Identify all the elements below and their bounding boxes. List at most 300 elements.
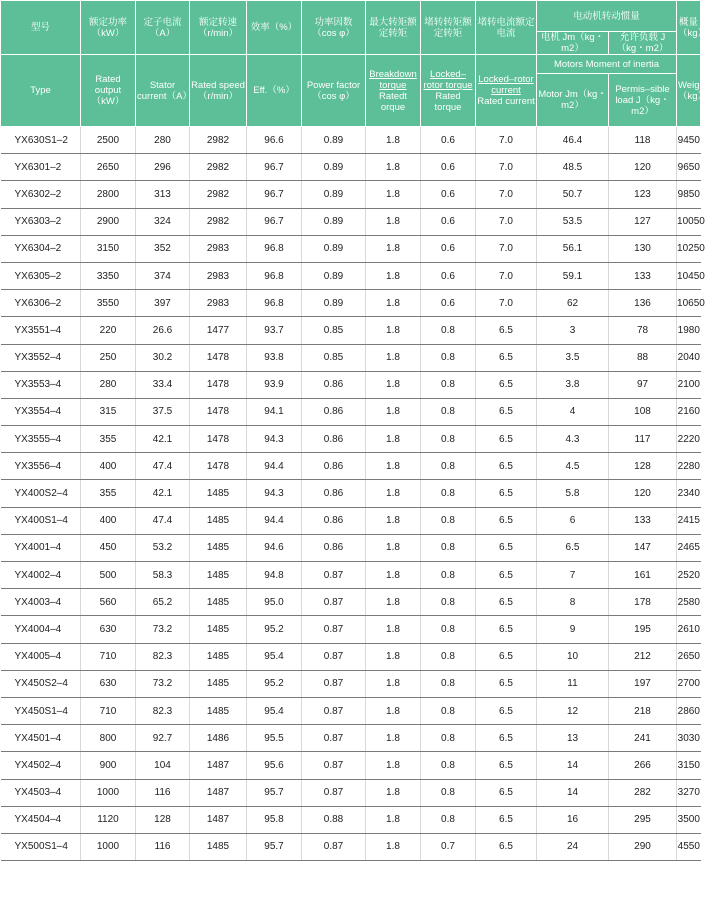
table-cell: YX3555–4	[1, 426, 81, 453]
table-cell: 6.5	[476, 752, 537, 779]
table-cell: 0.87	[302, 779, 366, 806]
table-cell: 0.6	[421, 290, 476, 317]
table-cell: YX6305–2	[1, 262, 81, 289]
table-cell: 73.2	[136, 616, 190, 643]
table-cell: 1.8	[366, 344, 421, 371]
table-cell: 47.4	[136, 507, 190, 534]
table-cell: 2983	[190, 290, 247, 317]
table-cell: 1120	[81, 806, 136, 833]
header-locked-current-cn: 堵转电流额定电流	[476, 1, 537, 55]
table-cell: 0.8	[421, 507, 476, 534]
table-cell: 0.88	[302, 806, 366, 833]
table-cell: 95.7	[247, 833, 302, 860]
table-cell: 2610	[677, 616, 701, 643]
table-cell: 24	[537, 833, 609, 860]
table-cell: 10650	[677, 290, 701, 317]
header-current-en: Stator current（A）	[136, 55, 190, 127]
table-cell: 1485	[190, 616, 247, 643]
table-cell: 1485	[190, 697, 247, 724]
table-cell: 9450	[677, 127, 701, 154]
table-cell: 2800	[81, 181, 136, 208]
table-cell: 147	[609, 534, 677, 561]
header-motor-jm-en: Motor Jm（kg・m2）	[537, 74, 609, 127]
table-cell: 0.87	[302, 670, 366, 697]
table-cell: 2100	[677, 371, 701, 398]
table-cell: 1486	[190, 725, 247, 752]
table-cell: 1477	[190, 317, 247, 344]
table-cell: 10250	[677, 235, 701, 262]
table-cell: 1.8	[366, 290, 421, 317]
table-row	[1, 589, 701, 616]
table-cell: 6.5	[476, 589, 537, 616]
table-cell: 1980	[677, 317, 701, 344]
table-cell: 1487	[190, 779, 247, 806]
table-cell: 630	[81, 616, 136, 643]
table-cell: 1478	[190, 344, 247, 371]
table-cell: 0.8	[421, 589, 476, 616]
table-cell: 2415	[677, 507, 701, 534]
table-cell: 3	[537, 317, 609, 344]
table-cell: 4	[537, 398, 609, 425]
table-cell: 53.5	[537, 208, 609, 235]
table-body	[1, 127, 705, 861]
table-cell: 2860	[677, 697, 701, 724]
table-cell: 1.8	[366, 752, 421, 779]
table-row	[1, 181, 701, 208]
table-cell: 14	[537, 752, 609, 779]
table-cell: 1.8	[366, 235, 421, 262]
table-cell: 96.6	[247, 127, 302, 154]
table-cell: 120	[609, 480, 677, 507]
table-cell: 630	[81, 670, 136, 697]
table-row	[1, 752, 701, 779]
table-row	[1, 670, 701, 697]
table-cell: 7.0	[476, 290, 537, 317]
table-cell: 1.8	[366, 806, 421, 833]
table-cell: 560	[81, 589, 136, 616]
table-cell: 3350	[81, 262, 136, 289]
table-cell: 0.8	[421, 371, 476, 398]
table-cell: 6	[537, 507, 609, 534]
table-cell: 500	[81, 562, 136, 589]
table-cell: 1478	[190, 426, 247, 453]
table-cell: 1485	[190, 562, 247, 589]
table-row	[1, 344, 701, 371]
table-cell: 374	[136, 262, 190, 289]
table-cell: 161	[609, 562, 677, 589]
table-cell: 93.7	[247, 317, 302, 344]
table-row	[1, 453, 701, 480]
table-cell: 62	[537, 290, 609, 317]
table-cell: 9650	[677, 154, 701, 181]
table-cell: 0.87	[302, 562, 366, 589]
table-cell: 0.87	[302, 752, 366, 779]
table-cell: 3.5	[537, 344, 609, 371]
table-cell: 7.0	[476, 181, 537, 208]
table-cell: YX6303–2	[1, 208, 81, 235]
table-cell: 11	[537, 670, 609, 697]
header-locked-torque-en-bottom: Rated torque	[434, 90, 462, 113]
table-cell: 56.1	[537, 235, 609, 262]
table-cell: 96.8	[247, 262, 302, 289]
table-cell: YX3551–4	[1, 317, 81, 344]
table-cell: 42.1	[136, 426, 190, 453]
table-cell: 0.86	[302, 480, 366, 507]
table-cell: 1485	[190, 643, 247, 670]
header-current-cn: 定子电流（A）	[136, 1, 190, 55]
table-row	[1, 371, 701, 398]
table-cell: 1487	[190, 806, 247, 833]
header-speed-cn: 额定转速（r/min）	[190, 1, 247, 55]
table-cell: 130	[609, 235, 677, 262]
table-cell: 118	[609, 127, 677, 154]
table-cell: 94.3	[247, 480, 302, 507]
table-cell: 710	[81, 697, 136, 724]
table-cell: 400	[81, 507, 136, 534]
table-cell: 397	[136, 290, 190, 317]
table-cell: 0.8	[421, 562, 476, 589]
table-cell: 2500	[81, 127, 136, 154]
table-cell: 94.3	[247, 426, 302, 453]
table-cell: 3270	[677, 779, 701, 806]
table-cell: YX6304–2	[1, 235, 81, 262]
table-cell: 95.8	[247, 806, 302, 833]
table-cell: 10	[537, 643, 609, 670]
header-pf-en: Power factor（cos φ）	[302, 55, 366, 127]
header-moment-group-en: Motors Moment of inertia	[537, 55, 677, 74]
table-cell: 108	[609, 398, 677, 425]
table-cell: 6.5	[476, 344, 537, 371]
table-cell: 78	[609, 317, 677, 344]
table-row	[1, 154, 701, 181]
table-cell: 3.8	[537, 371, 609, 398]
header-locked-current-en-bottom: Rated current	[477, 96, 535, 107]
table-cell: YX4504–4	[1, 806, 81, 833]
table-cell: 3150	[677, 752, 701, 779]
header-breakdown-en	[366, 55, 421, 127]
table-cell: 1.8	[366, 262, 421, 289]
table-cell: 0.8	[421, 534, 476, 561]
table-cell: 178	[609, 589, 677, 616]
table-cell: 6.5	[476, 562, 537, 589]
table-row	[1, 507, 701, 534]
header-eff-cn: 效率（%）	[247, 1, 302, 55]
table-cell: 93.8	[247, 344, 302, 371]
table-cell: 3030	[677, 725, 701, 752]
header-weight-en: Weight（kg）	[677, 55, 701, 127]
table-cell: 123	[609, 181, 677, 208]
header-type-cn: 型号	[1, 1, 81, 55]
table-cell: YX4501–4	[1, 725, 81, 752]
table-row	[1, 697, 701, 724]
table-cell: 95.0	[247, 589, 302, 616]
table-cell: 1.8	[366, 426, 421, 453]
header-breakdown-en-bottom: Ratedt orque	[379, 90, 407, 113]
table-cell: 212	[609, 643, 677, 670]
table-cell: 0.89	[302, 208, 366, 235]
table-cell: 0.8	[421, 806, 476, 833]
table-row	[1, 643, 701, 670]
table-cell: 6.5	[476, 833, 537, 860]
table-cell: 95.4	[247, 697, 302, 724]
table-cell: 0.86	[302, 507, 366, 534]
table-cell: 0.86	[302, 453, 366, 480]
table-cell: 1485	[190, 534, 247, 561]
table-cell: 2520	[677, 562, 701, 589]
table-cell: 1.8	[366, 670, 421, 697]
table-cell: 96.8	[247, 235, 302, 262]
table-cell: 282	[609, 779, 677, 806]
table-cell: 7	[537, 562, 609, 589]
table-cell: 0.89	[302, 127, 366, 154]
table-cell: 120	[609, 154, 677, 181]
table-cell: 0.8	[421, 725, 476, 752]
table-cell: 104	[136, 752, 190, 779]
table-cell: 96.7	[247, 208, 302, 235]
table-cell: 0.8	[421, 426, 476, 453]
table-cell: 7.0	[476, 127, 537, 154]
table-cell: 0.6	[421, 262, 476, 289]
table-row	[1, 127, 701, 154]
table-cell: 1000	[81, 779, 136, 806]
table-cell: 2220	[677, 426, 701, 453]
table-cell: 5.8	[537, 480, 609, 507]
table-cell: 6.5	[476, 697, 537, 724]
table-cell: 266	[609, 752, 677, 779]
table-cell: 900	[81, 752, 136, 779]
table-cell: 355	[81, 426, 136, 453]
table-cell: 0.8	[421, 752, 476, 779]
header-pf-cn: 功率因数（cos φ）	[302, 1, 366, 55]
header-breakdown-cn: 最大转矩额定转矩	[366, 1, 421, 55]
table-cell: 9	[537, 616, 609, 643]
table-cell: YX400S2–4	[1, 480, 81, 507]
table-cell: 7.0	[476, 154, 537, 181]
table-cell: 2983	[190, 262, 247, 289]
table-cell: 0.86	[302, 371, 366, 398]
table-cell: 1478	[190, 453, 247, 480]
table-cell: 10050	[677, 208, 701, 235]
table-cell: 95.2	[247, 670, 302, 697]
table-cell: 12	[537, 697, 609, 724]
table-cell: YX6301–2	[1, 154, 81, 181]
header-type-en: Type	[1, 55, 81, 127]
table-cell: 1485	[190, 507, 247, 534]
table-row	[1, 208, 701, 235]
table-cell: 9850	[677, 181, 701, 208]
header-breakdown-en-top: Breakdown torque	[369, 68, 417, 91]
table-cell: 0.86	[302, 426, 366, 453]
table-cell: 0.87	[302, 833, 366, 860]
table-cell: YX4003–4	[1, 589, 81, 616]
table-cell: 82.3	[136, 643, 190, 670]
header-locked-torque-cn: 堵转转矩额定转矩	[421, 1, 476, 55]
table-cell: 6.5	[476, 670, 537, 697]
table-cell: 0.87	[302, 616, 366, 643]
table-cell: 2465	[677, 534, 701, 561]
table-cell: 2982	[190, 127, 247, 154]
table-row	[1, 725, 701, 752]
table-cell: 0.8	[421, 616, 476, 643]
table-cell: 2982	[190, 181, 247, 208]
table-cell: 1.8	[366, 127, 421, 154]
table-cell: 1.8	[366, 507, 421, 534]
table-cell: 800	[81, 725, 136, 752]
table-cell: 1.8	[366, 480, 421, 507]
table-cell: 0.87	[302, 643, 366, 670]
table-cell: YX450S1–4	[1, 697, 81, 724]
table-cell: 1485	[190, 589, 247, 616]
table-cell: 1478	[190, 371, 247, 398]
table-row	[1, 779, 701, 806]
table-cell: 295	[609, 806, 677, 833]
table-row	[1, 480, 701, 507]
table-cell: 0.8	[421, 670, 476, 697]
table-row	[1, 534, 701, 561]
table-cell: 95.5	[247, 725, 302, 752]
table-cell: 6.5	[476, 806, 537, 833]
table-cell: 450	[81, 534, 136, 561]
table-cell: 0.89	[302, 235, 366, 262]
table-cell: 1.8	[366, 725, 421, 752]
table-cell: 6.5	[476, 643, 537, 670]
table-cell: 95.4	[247, 643, 302, 670]
table-cell: 3500	[677, 806, 701, 833]
table-cell: 92.7	[136, 725, 190, 752]
table-header	[1, 1, 707, 127]
table-cell: 1.8	[366, 616, 421, 643]
table-cell: 1.8	[366, 534, 421, 561]
header-load-j-en: Permis–sible load J（kg・m2）	[609, 74, 677, 127]
table-row	[1, 562, 701, 589]
table-cell: YX500S1–4	[1, 833, 81, 860]
table-cell: 95.7	[247, 779, 302, 806]
table-cell: YX4502–4	[1, 752, 81, 779]
table-cell: 1.8	[366, 643, 421, 670]
table-cell: 1.8	[366, 398, 421, 425]
table-cell: 127	[609, 208, 677, 235]
table-cell: 0.8	[421, 344, 476, 371]
table-cell: 1.8	[366, 371, 421, 398]
table-cell: 94.1	[247, 398, 302, 425]
table-cell: 1.8	[366, 208, 421, 235]
table-cell: 0.8	[421, 398, 476, 425]
table-cell: 0.89	[302, 262, 366, 289]
table-cell: 250	[81, 344, 136, 371]
table-cell: 94.4	[247, 453, 302, 480]
table-cell: 88	[609, 344, 677, 371]
table-cell: 33.4	[136, 371, 190, 398]
table-row	[1, 262, 701, 289]
table-cell: 6.5	[476, 453, 537, 480]
table-cell: 0.87	[302, 697, 366, 724]
table-row	[1, 616, 701, 643]
table-cell: 3150	[81, 235, 136, 262]
table-cell: 0.8	[421, 317, 476, 344]
table-cell: 96.7	[247, 181, 302, 208]
table-cell: 1485	[190, 670, 247, 697]
table-cell: YX3552–4	[1, 344, 81, 371]
table-cell: 6.5	[476, 480, 537, 507]
header-weight-cn: 概量（kg）	[677, 1, 701, 55]
table-cell: 133	[609, 507, 677, 534]
header-eff-en: Eff.（%）	[247, 55, 302, 127]
table-cell: 1478	[190, 398, 247, 425]
table-cell: YX3556–4	[1, 453, 81, 480]
table-cell: 6.5	[476, 317, 537, 344]
table-row	[1, 426, 701, 453]
table-cell: 7.0	[476, 235, 537, 262]
table-cell: 0.6	[421, 154, 476, 181]
table-cell: 710	[81, 643, 136, 670]
table-cell: 47.4	[136, 453, 190, 480]
table-cell: YX4002–4	[1, 562, 81, 589]
table-cell: 6.5	[476, 426, 537, 453]
table-cell: 95.2	[247, 616, 302, 643]
table-cell: 2982	[190, 208, 247, 235]
table-cell: 2160	[677, 398, 701, 425]
table-cell: 2900	[81, 208, 136, 235]
table-cell: 94.8	[247, 562, 302, 589]
table-cell: 116	[136, 779, 190, 806]
table-cell: 2040	[677, 344, 701, 371]
table-cell: 0.8	[421, 480, 476, 507]
table-cell: 73.2	[136, 670, 190, 697]
table-cell: 116	[136, 833, 190, 860]
table-cell: 2982	[190, 154, 247, 181]
table-cell: YX6306–2	[1, 290, 81, 317]
table-cell: 2983	[190, 235, 247, 262]
table-cell: 0.6	[421, 181, 476, 208]
table-cell: 0.89	[302, 290, 366, 317]
table-cell: 1.8	[366, 154, 421, 181]
header-output-en: Rated output（kW）	[81, 55, 136, 127]
table-cell: 315	[81, 398, 136, 425]
table-cell: YX3554–4	[1, 398, 81, 425]
table-cell: YX630S1–2	[1, 127, 81, 154]
table-row	[1, 317, 701, 344]
table-cell: 82.3	[136, 697, 190, 724]
table-row	[1, 290, 701, 317]
table-row	[1, 806, 701, 833]
table-cell: 96.8	[247, 290, 302, 317]
table-cell: 2650	[677, 643, 701, 670]
table-row	[1, 833, 701, 860]
table-cell: 133	[609, 262, 677, 289]
table-cell: 1485	[190, 480, 247, 507]
table-cell: 30.2	[136, 344, 190, 371]
header-locked-current-en	[476, 55, 537, 127]
table-cell: 10450	[677, 262, 701, 289]
table-cell: 50.7	[537, 181, 609, 208]
header-speed-en: Rated speed（r/min）	[190, 55, 247, 127]
table-cell: 94.4	[247, 507, 302, 534]
table-cell: 290	[609, 833, 677, 860]
table-cell: 128	[136, 806, 190, 833]
table-cell: 7.0	[476, 208, 537, 235]
table-cell: 46.4	[537, 127, 609, 154]
table-cell: 4.5	[537, 453, 609, 480]
table-cell: 65.2	[136, 589, 190, 616]
table-cell: 1000	[81, 833, 136, 860]
table-cell: 6.5	[476, 779, 537, 806]
table-cell: 6.5	[476, 616, 537, 643]
table-cell: YX400S1–4	[1, 507, 81, 534]
table-cell: 6.5	[476, 725, 537, 752]
table-cell: 0.89	[302, 181, 366, 208]
table-cell: 3550	[81, 290, 136, 317]
table-cell: 6.5	[476, 507, 537, 534]
